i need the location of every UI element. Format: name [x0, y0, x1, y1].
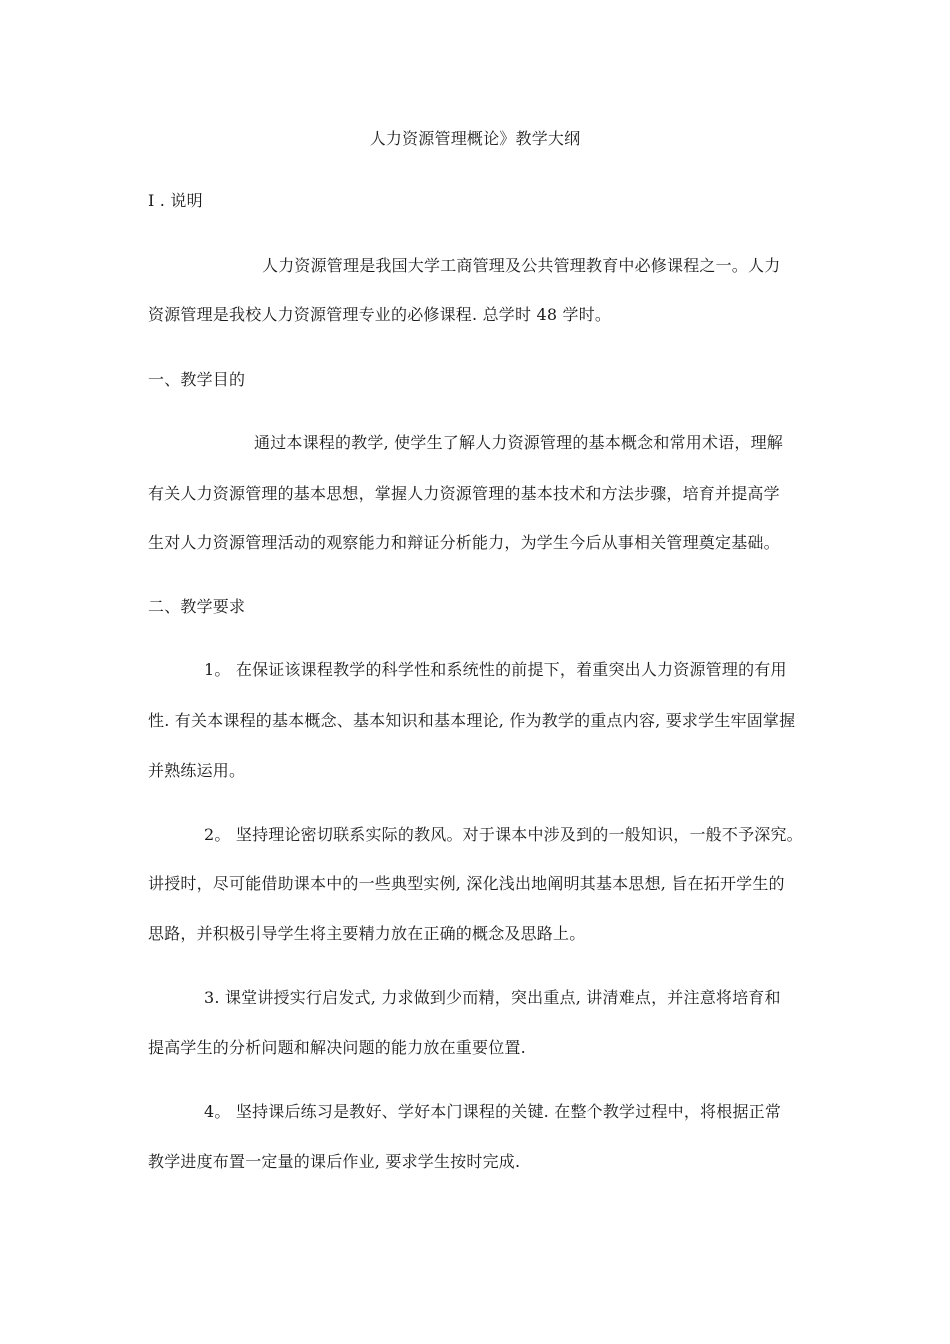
- explain-line-2: 资源管理是我校人力资源管理专业的必修课程. 总学时 48 学时。: [148, 305, 612, 324]
- requirement-2-line-2: 讲授时，尽可能借助课本中的一些典型实例, 深化浅出地阐明其基本思想, 旨在拓开学生的: [148, 874, 785, 893]
- requirement-4-line-1: 4。 坚持课后练习是教好、学好本门课程的关键. 在整个教学过程中，将根据正常: [204, 1102, 782, 1121]
- requirement-1-line-1: 1。 在保证该课程教学的科学性和系统性的前提下，着重突出人力资源管理的有用: [204, 660, 787, 679]
- goal-line-2: 有关人力资源管理的基本思想，掌握人力资源管理的基本技术和方法步骤，培育并提高学: [148, 484, 780, 503]
- requirement-1-line-2: 性. 有关本课程的基本概念、基本知识和基本理论, 作为教学的重点内容, 要求学生牢固掌握: [148, 711, 796, 730]
- requirement-3-line-2: 提高学生的分析问题和解决问题的能力放在重要位置.: [148, 1038, 526, 1057]
- goal-line-3: 生对人力资源管理活动的观察能力和辩证分析能力，为学生今后从事相关管理奠定基础。: [148, 533, 780, 552]
- goal-line-1: 通过本课程的教学, 使学生了解人力资源管理的基本概念和常用术语，理解: [254, 433, 783, 452]
- requirement-4-line-2: 教学进度布置一定量的课后作业, 要求学生按时完成.: [148, 1152, 521, 1171]
- section-goal-heading: 一、教学目的: [148, 370, 246, 389]
- document-title: 人力资源管理概论》教学大纲: [369, 129, 581, 148]
- requirement-2-line-1: 2。 坚持理论密切联系实际的教风。对于课本中涉及到的一般知识，一般不予深究。: [204, 825, 803, 844]
- requirement-3-line-1: 3. 课堂讲授实行启发式, 力求做到少而精，突出重点, 讲清难点，并注意将培育和: [204, 988, 781, 1007]
- requirement-1-line-3: 并熟练运用。: [148, 761, 246, 780]
- section-explain-heading: Ⅰ . 说明: [148, 191, 203, 210]
- section-requirements-heading: 二、教学要求: [148, 597, 246, 616]
- requirement-2-line-3: 思路，并积极引导学生将主要精力放在正确的概念及思路上。: [148, 924, 586, 943]
- explain-line-1: 人力资源管理是我国大学工商管理及公共管理教育中必修课程之一。人力: [262, 256, 781, 275]
